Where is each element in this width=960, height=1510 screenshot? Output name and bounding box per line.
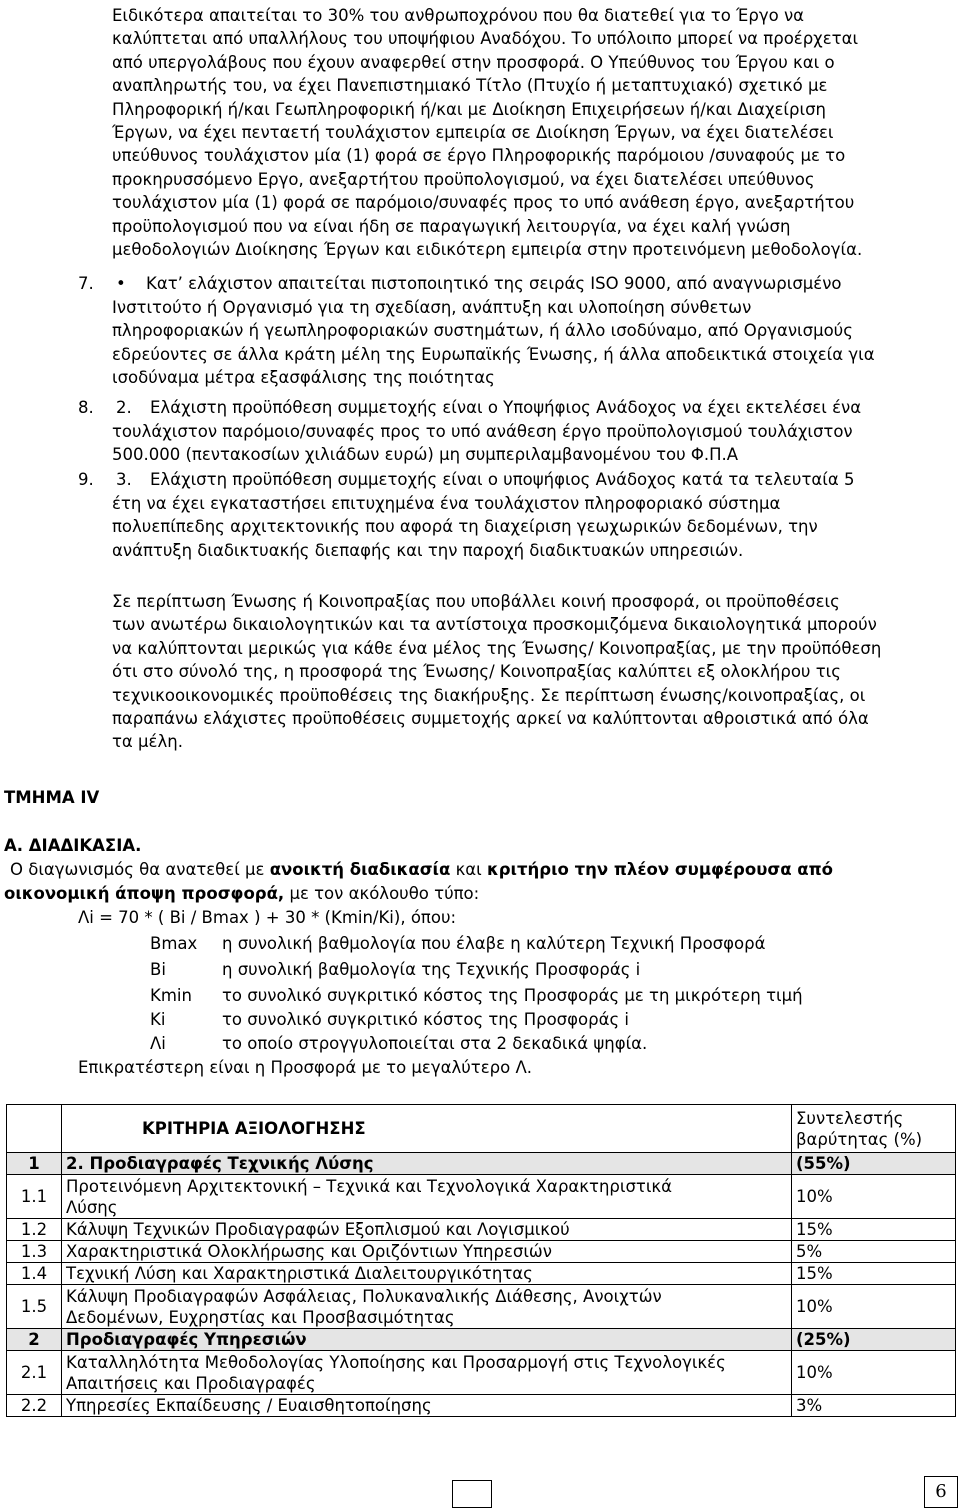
- row-label: Προδιαγραφές Υπηρεσιών: [62, 1329, 792, 1351]
- row-number: 2: [7, 1329, 62, 1351]
- list-item-number: 9.: [78, 470, 94, 489]
- row-label: Κάλυψη Τεχνικών Προδιαγραφών Εξοπλισμού και Λογισμικού: [62, 1219, 792, 1241]
- criteria-table: [6, 1104, 956, 1417]
- row-number: 2.2: [7, 1395, 62, 1417]
- row-weight: 5%: [792, 1241, 956, 1263]
- text-line: να καλύπτονται μερικώς για κάθε ένα μέλος της Ένωσης/ Κοινοπραξίας, με την προϋπόθεση: [112, 638, 882, 658]
- row-weight: 10%: [792, 1351, 956, 1395]
- row-label: [62, 1351, 792, 1395]
- row-weight: 10%: [792, 1285, 956, 1329]
- definition-term: Ki: [150, 1010, 166, 1029]
- definition-desc: το οποίο στρογγυλοποιείται στα 2 δεκαδικά ψηφία.: [222, 1034, 648, 1053]
- table-row: [7, 1175, 956, 1219]
- text-line: Ειδικότερα απαιτείται το 30% του ανθρωποχρόνου που θα διατεθεί για το Έργο να: [112, 6, 805, 25]
- procedure-heading: Α. ΔΙΑΔΙΚΑΣΙΑ.: [4, 836, 142, 855]
- conclusion: Επικρατέστερη είναι η Προσφορά με το μεγαλύτερο Λ.: [78, 1058, 532, 1077]
- row-number: 1.3: [7, 1241, 62, 1263]
- text-line: ισοδύναμα μέτρα εξασφάλισης της ποιότητας: [112, 368, 495, 388]
- text-run: και: [455, 860, 482, 879]
- definition-term: Bi: [150, 960, 166, 979]
- footer-box: [452, 1480, 492, 1508]
- text-line: ανάπτυξη διαδικτυακής διεπαφής και την παροχή διαδικτυακών υπηρεσιών.: [112, 540, 744, 560]
- text-line: τουλάχιστον μία (1) φορά σε παρόμοιο/συναφές προς το υπό ανάθεση έργο, ανεξαρτήτου: [112, 193, 855, 213]
- list-item-text-cont: [112, 296, 875, 390]
- row-number: 2.1: [7, 1351, 62, 1395]
- table-row: [7, 1285, 956, 1329]
- text-line: Κατ’ ελάχιστον απαιτείται πιστοποιητικό της σειράς ISO 9000, από αναγνωρισμένο: [146, 274, 842, 293]
- text-run-bold: κριτήριο την πλέον συμφέρουσα από: [487, 860, 833, 879]
- definition-desc: η συνολική βαθμολογία της Τεχνικής Προσφοράς i: [222, 960, 641, 979]
- text-line: παραπάνω ελάχιστες προϋποθέσεις συμμετοχής αρκεί να καλύπτονται αθροιστικά από όλα: [112, 708, 869, 728]
- row-label-line: Προτεινόμενη Αρχιτεκτονική – Τεχνικά και Τεχνολογικά Χαρακτηριστικά: [66, 1176, 673, 1196]
- row-label: Τεχνική Λύση και Χαρακτηριστικά Διαλειτουργικότητας: [62, 1263, 792, 1285]
- text-line: πληροφοριακών ή γεωπληροφοριακών συστημάτων, ή άλλο ισοδύναμο, από Οργανισμούς: [112, 321, 853, 341]
- list-item-number: 7.: [78, 274, 94, 293]
- row-label: Υπηρεσίες Εκπαίδευσης / Ευαισθητοποίησης: [62, 1395, 792, 1417]
- row-weight: 3%: [792, 1395, 956, 1417]
- text-run: με τον ακόλουθο τύπο:: [289, 884, 480, 903]
- text-line: Ελάχιστη προϋπόθεση συμμετοχής είναι ο υποψήφιος Ανάδοχος κατά τα τελευταία 5: [150, 470, 855, 489]
- bullet-marker: •: [116, 274, 126, 293]
- row-number: 1.5: [7, 1285, 62, 1329]
- definition-desc: το συνολικό συγκριτικό κόστος της Προσφοράς με τη μικρότερη τιμή: [222, 986, 803, 1005]
- row-label-line: Κάλυψη Προδιαγραφών Ασφάλειας, Πολυκαναλικής Διάθεσης, Ανοιχτών: [66, 1286, 662, 1306]
- table-row: [7, 1153, 956, 1175]
- table-header-row: [7, 1105, 956, 1153]
- text-line: ότι στο σύνολό της, η προσφορά της Ένωσης/ Κοινοπραξίας καλύπτει εξ ολοκλήρου τις: [112, 662, 841, 682]
- table-row: [7, 1263, 956, 1285]
- header-label-cell: ΚΡΙΤΗΡΙΑ ΑΞΙΟΛΟΓΗΣΗΣ: [62, 1105, 792, 1153]
- row-label-line: Απαιτήσεις και Προδιαγραφές: [66, 1373, 316, 1393]
- list-item-text: [150, 468, 855, 491]
- text-line: Ελάχιστη προϋπόθεση συμμετοχής είναι ο Υποψήφιος Ανάδοχος να έχει εκτελέσει ένα: [150, 398, 862, 417]
- procedure-sentence: [10, 858, 833, 881]
- text-run-bold: ανοικτή διαδικασία: [269, 860, 451, 879]
- row-label-line: Καταλληλότητα Μεθοδολογίας Υλοποίησης και Προσαρμογή στις Τεχνολογικές: [66, 1352, 726, 1372]
- table-row: [7, 1329, 956, 1351]
- text-line: Σε περίπτωση Ένωσης ή Κοινοπραξίας που υποβάλλει κοινή προσφορά, οι προϋποθέσεις: [112, 592, 840, 611]
- text-line: Έργων, να έχει πενταετή τουλάχιστον εμπειρία σε Διοίκηση Έργων, να έχει διατελέσει: [112, 122, 834, 142]
- table-row: [7, 1219, 956, 1241]
- row-label: 2. Προδιαγραφές Τεχνικής Λύσης: [62, 1153, 792, 1175]
- list-item-marker: 3.: [116, 470, 132, 489]
- section-title: ΤΜΗΜΑ IV: [4, 788, 100, 807]
- text-line: πολυεπίπεδης αρχιτεκτονικής που αφορά τη διαχείριση γεωχωρικών δεδομένων, την: [112, 517, 818, 537]
- definition-term: Kmin: [150, 986, 192, 1005]
- row-number: 1: [7, 1153, 62, 1175]
- row-label-line: Δεδομένων, Ευχρηστίας και Προσβασιμότητας: [66, 1307, 455, 1327]
- list-item-number: 8.: [78, 398, 94, 417]
- text-run-bold: οικονομική άποψη προσφορά,: [4, 884, 285, 903]
- text-line: από υπεργολάβους που έχουν αναφερθεί στην προσφορά. Ο Υπεύθυνος του Έργου και ο: [112, 52, 835, 72]
- text-line: των ανωτέρω δικαιολογητικών και τα αντίστοιχα προσκομιζόμενα δικαιολογητικά μπορούν: [112, 615, 877, 635]
- text-line: τουλάχιστον παρόμοιο/συναφές προς το υπό ανάθεση έργο προϋπολογισμού τουλάχιστον: [112, 422, 853, 441]
- text-line: προϋπολογισμού που να είναι ήδη σε παραγωγική λειτουργία, να έχει καλή γνώση: [112, 216, 791, 236]
- text-line: μεθοδολογιών Διοίκησης Έργων και ειδικότερη εμπειρία στην προτεινόμενη μεθοδολογία.: [112, 239, 863, 259]
- header-weight-cell: [792, 1105, 956, 1153]
- row-label: Χαρακτηριστικά Ολοκλήρωσης και Οριζόντιων Υπηρεσιών: [62, 1241, 792, 1263]
- text-run: Ο διαγωνισμός θα ανατεθεί με: [10, 860, 265, 879]
- text-line: 500.000 (πεντακοσίων χιλιάδων ευρώ) μη συμπεριλαμβανομένου του Φ.Π.Α: [112, 445, 739, 465]
- table-row: [7, 1241, 956, 1263]
- definition-desc: το συνολικό συγκριτικό κόστος της Προσφοράς i: [222, 1010, 629, 1029]
- row-weight: (25%): [792, 1329, 956, 1351]
- text-line: εδρεύοντες σε άλλα κράτη μέλη της Ευρωπαϊκής Ένωσης, ή άλλα αποδεικτικά στοιχεία για: [112, 344, 875, 364]
- text-line: τα μέλη.: [112, 732, 183, 752]
- definition-desc: η συνολική βαθμολογία που έλαβε η καλύτερη Τεχνική Προσφορά: [222, 934, 766, 953]
- row-number: 1.1: [7, 1175, 62, 1219]
- header-number-cell: [7, 1105, 62, 1153]
- intro-paragraph: [112, 4, 862, 261]
- text-line: αναπληρωτής του, να έχει Πανεπιστημιακό Τίτλο (Πτυχίο ή μεταπτυχιακό) σχετικό με: [112, 76, 828, 96]
- text-line: έτη να έχει εγκαταστήσει επιτυχημένα ένα τουλάχιστον πληροφοριακό σύστημα: [112, 494, 781, 513]
- row-weight: 10%: [792, 1175, 956, 1219]
- text-line: υπεύθυνος τουλάχιστον μία (1) φορά σε έργο Πληροφορικής παρόμοιου /συναφούς με το: [112, 146, 846, 166]
- definition-term: Λi: [150, 1034, 166, 1053]
- text-line: Πληροφορική ή/και Γεωπληροφορική ή/και με Διοίκηση Επιχειρήσεων ή/και Διαχείριση: [112, 99, 826, 119]
- row-number: 1.2: [7, 1219, 62, 1241]
- row-label: [62, 1285, 792, 1329]
- row-label: [62, 1175, 792, 1219]
- list-item-text-cont: [112, 492, 818, 562]
- row-weight: (55%): [792, 1153, 956, 1175]
- page-number: 6: [924, 1476, 958, 1508]
- procedure-sentence-cont: [4, 882, 479, 905]
- text-line: τεχνικοοικονομικές προϋποθέσεις της διακήρυξης. Σε περίπτωση ένωσης/κοινοπραξίας, οι: [112, 685, 866, 705]
- consortium-paragraph: [112, 590, 881, 754]
- row-weight: 15%: [792, 1263, 956, 1285]
- list-item-text-cont: [112, 420, 853, 467]
- list-item-marker: 2.: [116, 398, 132, 417]
- table-row: [7, 1395, 956, 1417]
- table-row: [7, 1351, 956, 1395]
- header-weight-line: βαρύτητας (%): [796, 1129, 923, 1149]
- row-number: 1.4: [7, 1263, 62, 1285]
- text-line: καλύπτεται από υπαλλήλους του υποψήφιου Αναδόχου. Το υπόλοιπο μπορεί να προέρχεται: [112, 29, 859, 49]
- row-label-line: Λύσης: [66, 1197, 118, 1217]
- row-weight: 15%: [792, 1219, 956, 1241]
- list-item-text: [146, 272, 842, 295]
- text-line: προκηρυσσόμενο Εργο, ανεξαρτήτου προϋπολογισμού, να έχει διατελέσει υπεύθυνος: [112, 169, 815, 189]
- list-item-text: [150, 396, 861, 419]
- definition-term: Bmax: [150, 934, 198, 953]
- header-weight-line: Συντελεστής: [796, 1108, 904, 1128]
- formula: Λi = 70 * ( Bi / Bmax ) + 30 * (Kmin/Ki), όπου:: [78, 908, 457, 927]
- text-line: Ινστιτούτο ή Οργανισμό για τη σχεδίαση, ανάπτυξη και υλοποίηση σύνθετων: [112, 298, 752, 317]
